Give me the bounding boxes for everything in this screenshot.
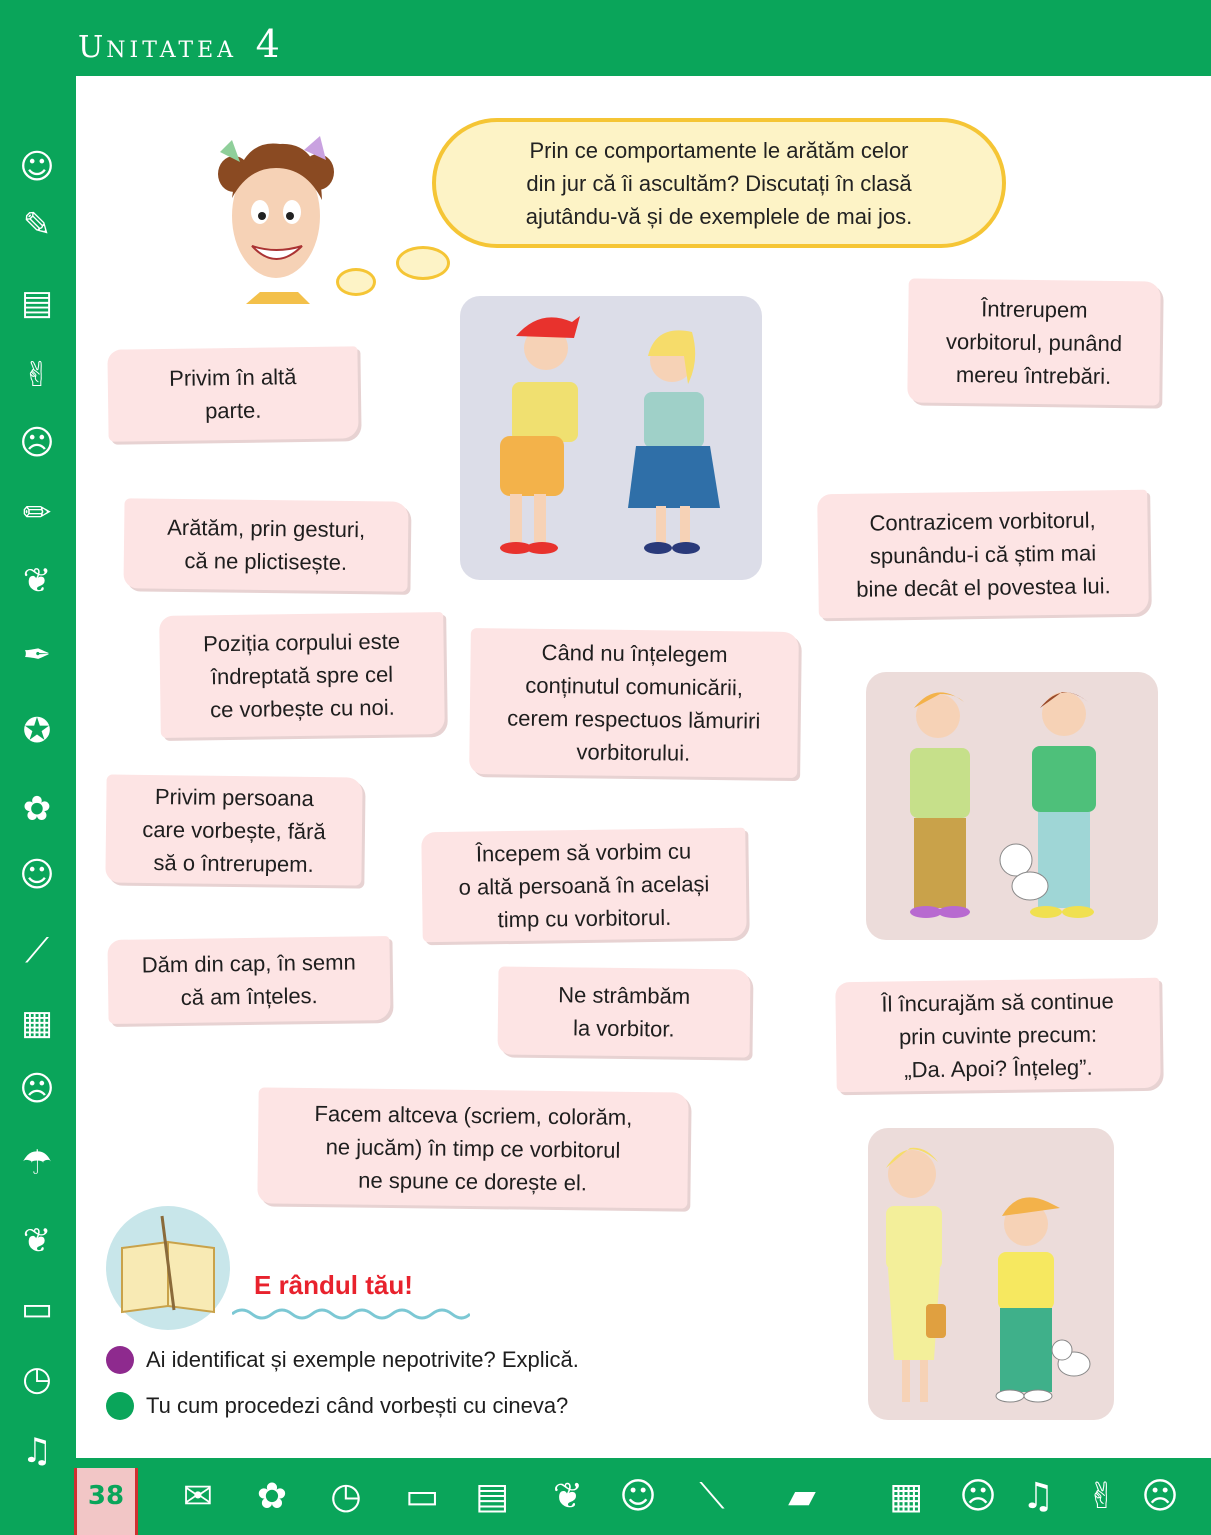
- note-line: Ne strâmbăm: [558, 982, 691, 1009]
- question-row: [106, 1392, 568, 1420]
- music-note-icon: ♫: [21, 1431, 53, 1471]
- medal-icon: ✪: [22, 711, 52, 751]
- note-line: să o întrerupem.: [153, 849, 314, 877]
- note-line: Privim în altă: [169, 364, 297, 391]
- smiley-icon: ☺: [19, 147, 55, 187]
- note-line: spunându-i că știm mai: [869, 539, 1097, 569]
- note-line: Arătăm, prin gesturi,: [167, 514, 366, 543]
- sad-face-icon: ☹: [959, 1476, 997, 1517]
- woman-and-boy-illustration: [868, 1128, 1114, 1420]
- thought-puff: [336, 268, 376, 296]
- note-line: prin cuvinte precum:: [898, 1021, 1098, 1049]
- question-text: Tu cum procedezi când vorbești cu cineva?: [146, 1393, 569, 1418]
- envelope-icon: ✉: [182, 1476, 214, 1517]
- sad-face-icon: ☹: [19, 423, 55, 463]
- note-line: o altă persoană în același: [458, 870, 710, 900]
- note-talk-over: [421, 828, 747, 943]
- clock-icon: ◷: [22, 1359, 52, 1399]
- note-line: ce vorbește cu noi.: [209, 694, 395, 722]
- unit-word-initial: U: [78, 30, 107, 65]
- notepad-icon: ▤: [474, 1476, 509, 1517]
- note-line: parte.: [204, 397, 262, 424]
- note-line: Facem altceva (scriem, colorăm,: [314, 1100, 633, 1130]
- note-line: conținutul comunicării,: [525, 672, 744, 701]
- smiley-icon: ☺: [19, 855, 55, 895]
- note-contradict: [817, 490, 1149, 619]
- note-make-faces: [497, 966, 750, 1057]
- note-line: Privim persoana: [154, 783, 315, 811]
- note-line: mereu întrebări.: [955, 361, 1112, 389]
- note-interrupt: [907, 278, 1160, 405]
- prompt-line: Prin ce comportamente le arătăm celor: [529, 137, 909, 163]
- notepad-icon: ▤: [20, 283, 54, 323]
- note-line: Când nu înțelegem: [541, 639, 728, 668]
- note-encourage: [835, 978, 1161, 1093]
- note-line: Îl încurajăm să continue: [881, 987, 1114, 1017]
- palette-icon: ✿: [256, 1476, 288, 1517]
- note-line: ne jucăm) în timp ce vorbitorul: [325, 1133, 621, 1163]
- your-turn-title: E rândul tău!: [254, 1270, 413, 1300]
- toothbrush-icon: ⟋: [25, 931, 49, 971]
- question-row: [106, 1346, 579, 1374]
- note-line: Întrerupem: [981, 295, 1088, 323]
- kids-talking-illustration: [460, 296, 762, 580]
- prompt-line: ajutându-vă și de exemplele de mai jos.: [525, 203, 913, 229]
- pencil-icon: ✏: [22, 493, 52, 533]
- girl-illustration: [210, 128, 340, 304]
- note-line: timp cu vorbitorul.: [497, 904, 672, 932]
- page-number: 38: [74, 1468, 138, 1535]
- note-line: bine decât el povestea lui.: [856, 572, 1111, 602]
- open-notebook-icon: [104, 1206, 232, 1330]
- note-line: vorbitorul, punând: [945, 328, 1123, 356]
- note-line: că am înțeles.: [180, 983, 318, 1010]
- note-line: Poziția corpului este: [202, 628, 401, 656]
- wave-underline: [232, 1306, 470, 1322]
- smiley-icon: ☺: [619, 1476, 657, 1517]
- brush-icon: ✎: [22, 205, 52, 245]
- note-line: îndreptată spre cel: [210, 661, 394, 689]
- calendar-icon: ▦: [20, 1003, 54, 1043]
- note-line: care vorbește, fără: [142, 816, 326, 844]
- palette-icon: ✿: [22, 789, 52, 829]
- note-line: Începem să vorbim cu: [475, 838, 692, 867]
- note-bored-gestures: [123, 498, 408, 591]
- note-ask-clarification: [469, 628, 799, 778]
- victory-hand-icon: ✌: [1086, 1476, 1118, 1517]
- victory-hand-icon: ✌: [22, 355, 52, 395]
- note-line: vorbitorului.: [576, 739, 691, 766]
- note-look-at-speaker: [105, 774, 362, 885]
- note-nod: [107, 936, 390, 1024]
- note-line: ne spune ce dorește el.: [358, 1167, 588, 1195]
- pen-icon: ✒: [22, 635, 52, 675]
- soap-icon: ▭: [20, 1289, 54, 1329]
- apple-icon: ❦: [552, 1476, 584, 1517]
- note-look-away: [107, 346, 358, 441]
- thought-puff: [396, 246, 450, 280]
- note-line: Dăm din cap, în semn: [141, 949, 356, 978]
- question-text: Ai identificat și exemple nepotrivite? Explică.: [146, 1347, 579, 1372]
- book-icon: ▰: [788, 1476, 816, 1517]
- apple-icon: ❦: [22, 561, 52, 601]
- shower-icon: ☂: [21, 1143, 53, 1183]
- sad-face-icon: ☹: [1141, 1476, 1179, 1517]
- music-note-icon: ♫: [1021, 1476, 1055, 1517]
- prompt-line: din jur că îi ascultăm? Discutați în clasă: [526, 170, 912, 196]
- unit-number: 4: [255, 22, 283, 66]
- note-line: Contrazicem vorbitorul,: [869, 506, 1096, 536]
- two-boys-illustration: [866, 672, 1158, 940]
- calendar-icon: ▦: [888, 1476, 923, 1517]
- soap-icon: ▭: [404, 1476, 439, 1517]
- sad-face-icon: ☹: [19, 1069, 55, 1109]
- bullet-dot: [106, 1346, 134, 1374]
- note-line: cerem respectuos lămuriri: [507, 705, 761, 734]
- note-body-position: [159, 612, 445, 738]
- bullet-dot: [106, 1392, 134, 1420]
- toothbrush-icon: ⟍: [699, 1476, 725, 1517]
- note-line: „Da. Apoi? Înțeleg”.: [904, 1054, 1093, 1082]
- unit-title: [78, 22, 283, 66]
- note-do-something-else: [257, 1087, 688, 1208]
- note-line: că ne plictisește.: [184, 548, 348, 575]
- unit-word-rest: NITATEA: [106, 38, 238, 63]
- note-line: la vorbitor.: [572, 1015, 675, 1042]
- apple-icon: ❦: [22, 1221, 52, 1261]
- prompt-cloud: [432, 118, 1006, 248]
- clock-icon: ◷: [330, 1476, 362, 1517]
